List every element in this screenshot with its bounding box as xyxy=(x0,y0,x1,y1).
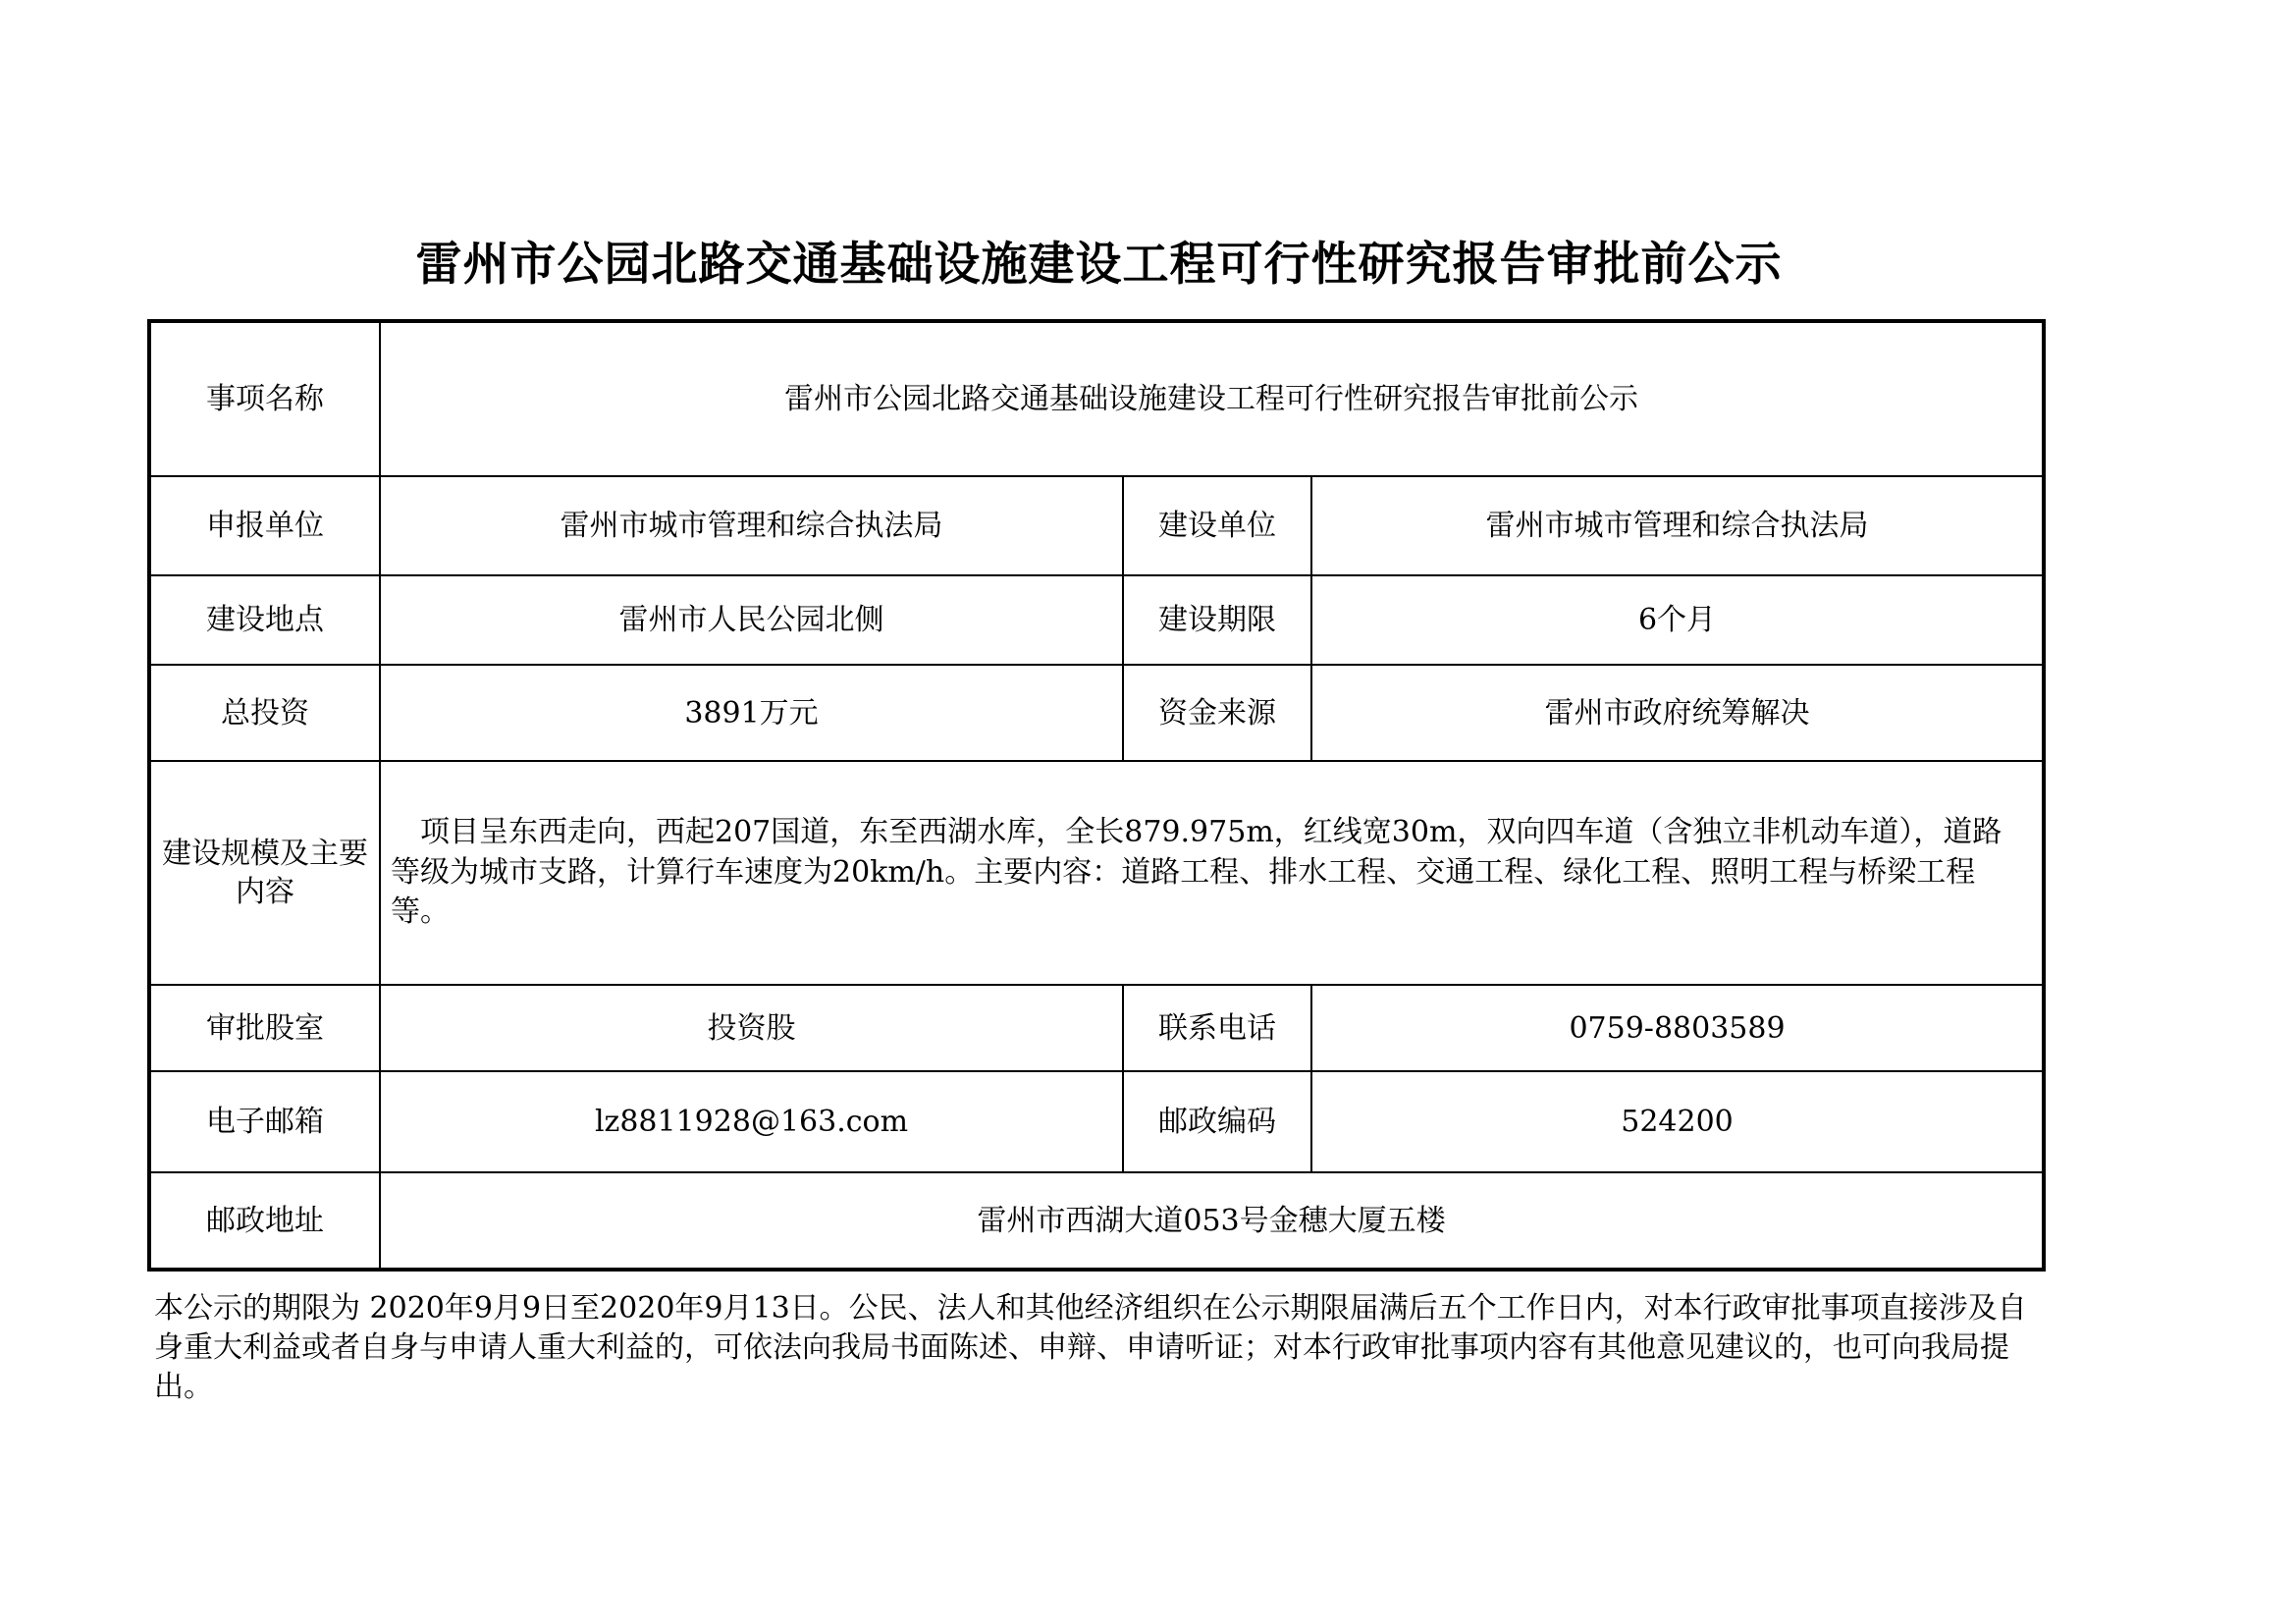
email-value: lz8811928@163.com xyxy=(380,1071,1123,1172)
office-value: 投资股 xyxy=(380,985,1123,1071)
table-row-item-name xyxy=(149,321,2044,476)
table-row-address xyxy=(149,1172,2044,1270)
builder-label: 建设单位 xyxy=(1123,476,1311,575)
page-title: 雷州市公园北路交通基础设施建设工程可行性研究报告审批前公示 xyxy=(415,238,1783,292)
funding-label: 资金来源 xyxy=(1123,665,1311,761)
investment-value: 3891万元 xyxy=(380,665,1123,761)
investment-label: 总投资 xyxy=(149,665,380,761)
location-label: 建设地点 xyxy=(149,575,380,665)
period-label: 建设期限 xyxy=(1123,575,1311,665)
address-value: 雷州市西湖大道053号金穗大厦五楼 xyxy=(380,1172,2044,1270)
period-value: 6个月 xyxy=(1311,575,2044,665)
table-row-scale xyxy=(149,761,2044,985)
applicant-value: 雷州市城市管理和综合执法局 xyxy=(380,476,1123,575)
table-row-location xyxy=(149,575,2044,665)
builder-value: 雷州市城市管理和综合执法局 xyxy=(1311,476,2044,575)
phone-label: 联系电话 xyxy=(1123,985,1311,1071)
funding-value: 雷州市政府统筹解决 xyxy=(1311,665,2044,761)
postcode-value: 524200 xyxy=(1311,1071,2044,1172)
applicant-label: 申报单位 xyxy=(149,476,380,575)
phone-value: 0759-8803589 xyxy=(1311,985,2044,1071)
item-name-label: 事项名称 xyxy=(149,321,380,476)
office-label: 审批股室 xyxy=(149,985,380,1071)
table-row-office xyxy=(149,985,2044,1071)
scale-label: 建设规模及主要内容 xyxy=(149,761,380,985)
email-label: 电子邮箱 xyxy=(149,1071,380,1172)
info-table xyxy=(147,319,2046,1272)
notice-text: 本公示的期限为 2020年9月9日至2020年9月13日。公民、法人和其他经济组织在公示期限届满后五个工作日内，对本行政审批事项直接涉及自身重大利益或者自身与申请人重大利益的，可依法向我局书面陈述、申辩、申请听证；对本行政审批事项内容有其他意见建议的，也可向我局提出。 xyxy=(154,1291,2027,1404)
table-row-email xyxy=(149,1071,2044,1172)
postcode-label: 邮政编码 xyxy=(1123,1071,1311,1172)
location-value: 雷州市人民公园北侧 xyxy=(380,575,1123,665)
scale-value: 项目呈东西走向，西起207国道，东至西湖水库，全长879.975m，红线宽30m，双向四车道（含独立非机动车道），道路等级为城市支路，计算行车速度为20km/h。主要内容：道路工程、排水工程、交通工程、绿化工程、照明工程与桥梁工程等。 xyxy=(380,761,2044,985)
table-row-investment xyxy=(149,665,2044,761)
table-row-units xyxy=(149,476,2044,575)
address-label: 邮政地址 xyxy=(149,1172,380,1270)
item-name-value: 雷州市公园北路交通基础设施建设工程可行性研究报告审批前公示 xyxy=(380,321,2044,476)
